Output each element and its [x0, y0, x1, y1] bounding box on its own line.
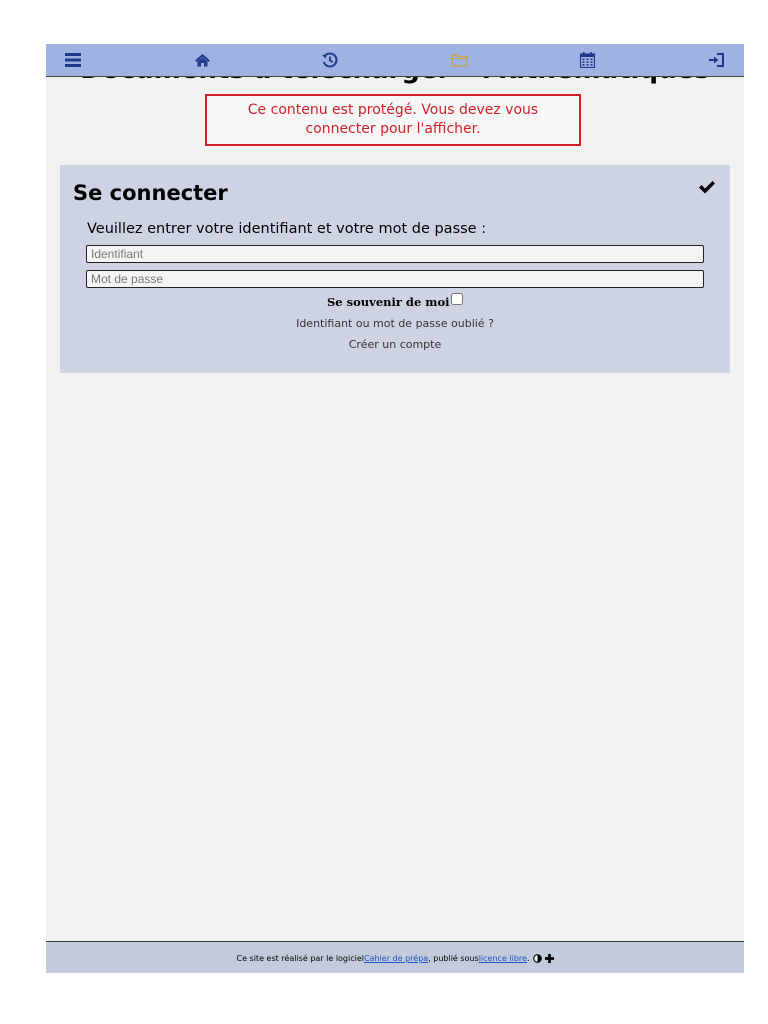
menu-icon[interactable]	[63, 50, 83, 70]
calendar-icon[interactable]	[577, 50, 597, 70]
submit-check-icon[interactable]	[698, 179, 716, 195]
remember-me-checkbox[interactable]	[451, 293, 463, 305]
home-icon[interactable]	[192, 50, 212, 70]
login-instructions: Veuillez entrer votre identifiant et votre mot de passe :	[87, 221, 487, 237]
footer-link-cahier-de-prepa[interactable]: Cahier de prépa	[364, 953, 429, 963]
protected-content-notice: Ce contenu est protégé. Vous devez vous connecter pour l'afficher.	[205, 94, 581, 146]
page	[46, 44, 744, 973]
footer-text-end: .	[526, 953, 530, 963]
top-nav-bar	[46, 44, 744, 77]
footer-text-before: Ce site est réalisé par le logiciel	[236, 953, 364, 963]
login-title: Se connecter	[73, 181, 228, 205]
contrast-icon[interactable]	[533, 954, 542, 963]
create-account-link[interactable]: Créer un compte	[348, 338, 442, 351]
login-icon[interactable]	[706, 50, 726, 70]
username-input[interactable]	[86, 245, 704, 263]
remember-me-label: Se souvenir de moi	[327, 295, 450, 309]
folder-icon[interactable]	[449, 50, 469, 70]
password-input[interactable]	[86, 270, 704, 288]
footer-text-middle: , publié sous	[428, 953, 479, 963]
login-panel	[60, 165, 730, 373]
footer-link-licence[interactable]: licence libre	[478, 953, 527, 963]
text-size-icon[interactable]	[545, 954, 554, 963]
history-icon[interactable]	[320, 50, 340, 70]
footer	[46, 941, 744, 973]
forgot-credentials-link[interactable]: Identifiant ou mot de passe oublié ?	[296, 317, 494, 330]
remember-me-row	[60, 293, 730, 311]
